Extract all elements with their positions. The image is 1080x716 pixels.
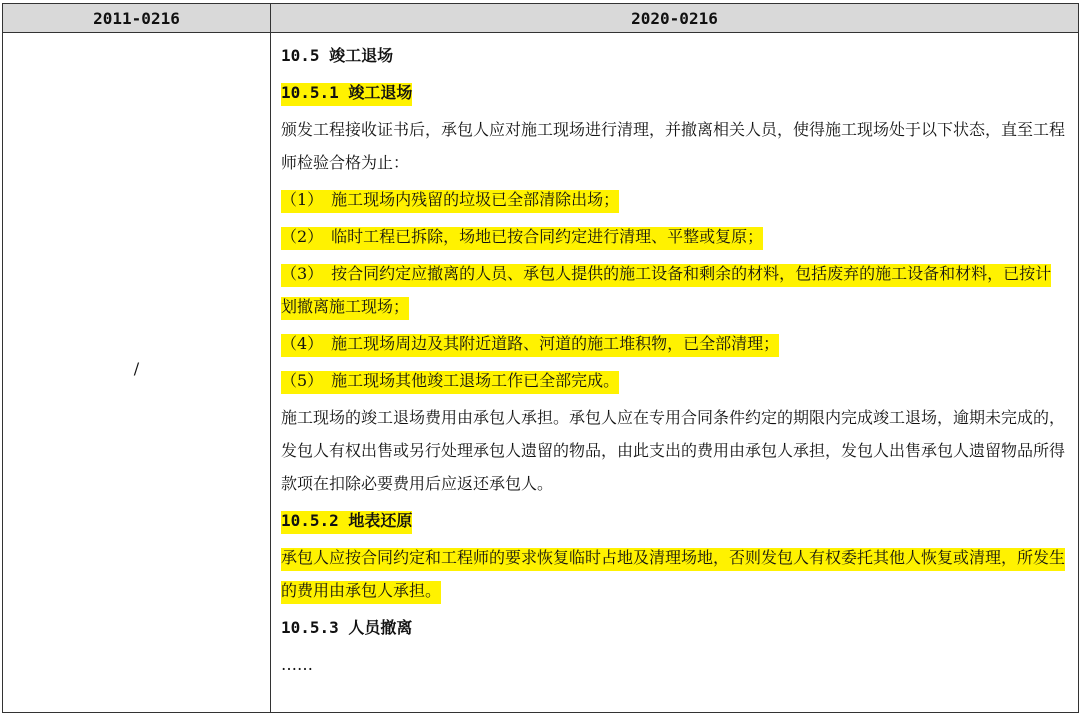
- list-item: [281, 257, 1066, 323]
- subsection-heading-10-5-1: [281, 76, 1066, 109]
- subsection-heading-10-5-3: 10.5.3 人员撤离: [281, 618, 413, 637]
- paragraph-cost: 施工现场的竣工退场费用由承包人承担。承包人应在专用合同条件约定的期限内完成竣工退场，逾期未完成的，发包人有权出售或另行处理承包人遗留的物品，由此支出的费用由承包人承担，发包人出售承包人遗留物品所得款项在扣除必要费用后应返还承包人。: [281, 408, 1066, 493]
- highlighted-text: 10.5.2 地表还原: [281, 511, 412, 534]
- column-header-2011: 2011-0216: [3, 4, 271, 33]
- highlighted-text: 承包人应按合同约定和工程师的要求恢复临时占地及清理场地，否则发包人有权委托其他人恢复或清理，所发生的费用由承包人承担。: [281, 548, 1065, 604]
- list-item: [281, 327, 1066, 360]
- section-heading-10-5: 10.5 竣工退场: [281, 46, 394, 65]
- highlighted-text: （3） 按合同约定应撤离的人员、承包人提供的施工设备和剩余的材料，包括废弃的施工设备和材料，已按计划撤离施工现场；: [281, 264, 1051, 320]
- highlighted-text: （1） 施工现场内残留的垃圾已全部清除出场；: [281, 190, 619, 213]
- ellipsis: ……: [281, 655, 313, 674]
- paragraph-intro: 颁发工程接收证书后，承包人应对施工现场进行清理，并撤离相关人员，使得施工现场处于以下状态，直至工程师检验合格为止：: [281, 120, 1066, 172]
- highlighted-text: （4） 施工现场周边及其附近道路、河道的施工堆积物，已全部清理；: [281, 334, 779, 357]
- list-item: [281, 364, 1066, 397]
- comparison-table: [2, 3, 1079, 713]
- empty-marker: /: [133, 359, 140, 378]
- highlighted-text: （5） 施工现场其他竣工退场工作已全部完成。: [281, 371, 619, 394]
- subsection-heading-10-5-2: [281, 504, 1066, 537]
- cell-2020-version: [271, 33, 1079, 713]
- list-item: [281, 220, 1066, 253]
- paragraph-restore: [281, 541, 1066, 607]
- list-item: [281, 183, 1066, 216]
- table-header-row: [3, 4, 1079, 33]
- column-header-2020: 2020-0216: [271, 4, 1079, 33]
- table-row: [3, 33, 1079, 713]
- highlighted-text: （2） 临时工程已拆除，场地已按合同约定进行清理、平整或复原；: [281, 227, 763, 250]
- cell-2011-version: [3, 33, 271, 713]
- highlighted-text: 10.5.1 竣工退场: [281, 83, 412, 106]
